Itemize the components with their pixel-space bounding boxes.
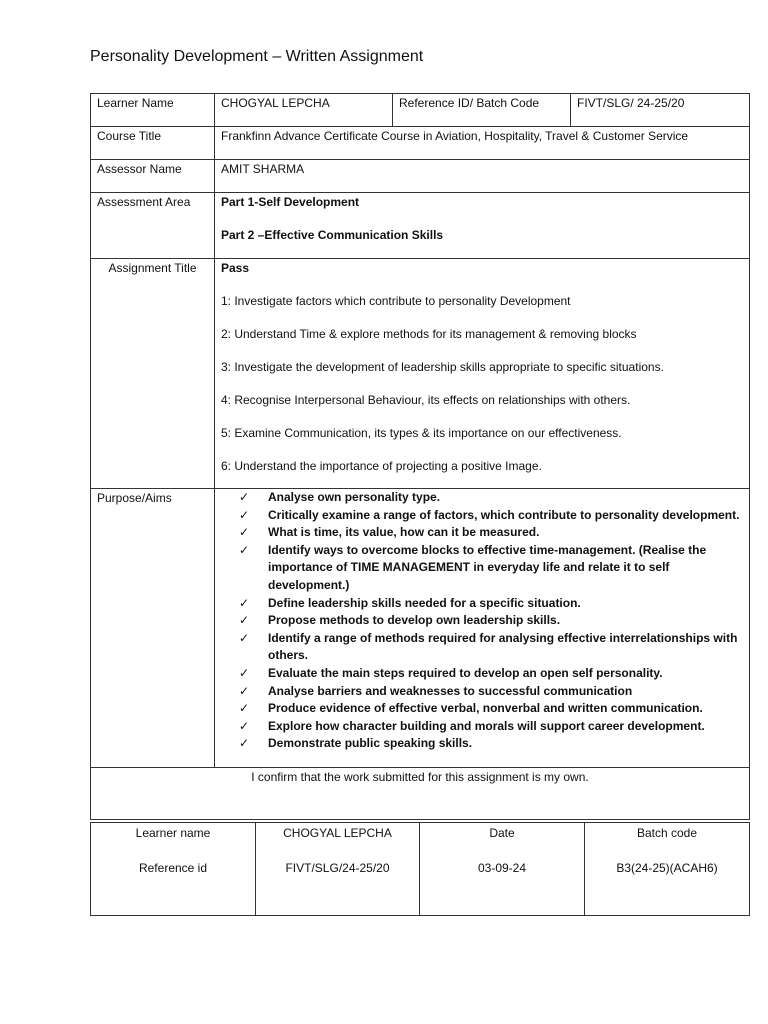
assignment-pass: Pass: [221, 261, 250, 275]
aim-text: Evaluate the main steps required to develop an open self personality.: [268, 665, 663, 680]
purpose-value: [215, 489, 750, 768]
aim-text: Analyse barriers and weaknesses to successful communication: [268, 683, 633, 698]
check-icon: ✓: [239, 613, 250, 628]
learner-name-label: Learner name: [135, 826, 211, 840]
check-icon: ✓: [239, 595, 250, 610]
aim-text: Explore how character building and morals will support career development.: [268, 718, 705, 733]
reference-label: Reference ID/ Batch Code: [393, 94, 571, 127]
aim-text: Demonstrate public speaking skills.: [268, 736, 473, 751]
aim-item: [239, 612, 743, 630]
assessor-label: Assessor Name: [91, 160, 215, 193]
aim-text: Identify a range of methods required for analysing effective interrelationships with others.: [268, 630, 738, 663]
date-label: Date: [489, 826, 515, 840]
assignment-title-label: Assignment Title: [91, 259, 215, 489]
check-icon: ✓: [239, 736, 250, 751]
date-cell: [420, 823, 585, 916]
aim-text: What is time, its value, how can it be measured.: [268, 525, 540, 540]
aim-item: [239, 630, 743, 665]
purpose-label: Purpose/Aims: [91, 489, 215, 768]
check-icon: ✓: [239, 525, 250, 540]
assessment-area-value: [215, 193, 750, 259]
signature-table: [90, 822, 750, 916]
confirmation-row: [91, 768, 750, 820]
aim-item: [239, 700, 743, 718]
assignment-title-row: [91, 259, 750, 489]
aims-list: [215, 489, 743, 753]
aim-text: Define leadership skills needed for a specific situation.: [268, 595, 581, 610]
area-part-2: Part 2 –Effective Communication Skills: [221, 228, 444, 242]
aim-text: Produce evidence of effective verbal, nonverbal and written communication.: [268, 701, 703, 716]
course-title-label: Course Title: [91, 127, 215, 160]
assignment-item: 4: Recognise Interpersonal Behaviour, its effects on relationships with others.: [221, 393, 631, 407]
signature-row: [91, 823, 750, 916]
aim-item: [239, 665, 743, 683]
reference-id-label: Reference id: [138, 861, 208, 875]
check-icon: ✓: [239, 542, 250, 557]
batch-code-cell: [585, 823, 750, 916]
course-title-value: Frankfinn Advance Certificate Course in Aviation, Hospitality, Travel & Customer Service: [215, 127, 750, 160]
aim-item: [239, 489, 743, 507]
value-cell: [256, 823, 420, 916]
learner-name-value: CHOGYAL LEPCHA: [283, 826, 392, 840]
batch-code-value: B3(24-25)(ACAH6): [616, 861, 718, 875]
learner-name-value: CHOGYAL LEPCHA: [215, 94, 393, 127]
label-cell: [91, 823, 256, 916]
check-icon: ✓: [239, 490, 250, 504]
check-icon: ✓: [239, 718, 250, 733]
assignment-item: 6: Understand the importance of projecting a positive Image.: [221, 459, 542, 473]
check-icon: ✓: [239, 665, 250, 680]
check-icon: ✓: [239, 683, 250, 698]
aim-item: [239, 595, 743, 613]
assignment-item: 3: Investigate the development of leadership skills appropriate to specific situations.: [221, 360, 664, 374]
date-value: 03-09-24: [477, 861, 527, 875]
assessment-area-label: Assessment Area: [91, 193, 215, 259]
assignment-item: 1: Investigate factors which contribute to personality Development: [221, 294, 571, 308]
aim-text: Propose methods to develop own leadership skills.: [268, 613, 561, 628]
aim-item: [239, 718, 743, 736]
aim-text: Critically examine a range of factors, which contribute to personality development.: [268, 507, 740, 522]
purpose-row: [91, 489, 750, 768]
assignment-info-table: [90, 93, 750, 820]
aim-item: [239, 683, 743, 701]
course-title-row: [91, 127, 750, 160]
aim-item: [239, 735, 743, 753]
aim-item: [239, 524, 743, 542]
assessor-row: [91, 160, 750, 193]
assignment-title-value: [215, 259, 750, 489]
learner-name-row: [91, 94, 750, 127]
reference-id-value: FIVT/SLG/24-25/20: [285, 861, 390, 875]
area-part-1: Part 1-Self Development: [221, 195, 360, 209]
assessor-value: AMIT SHARMA: [215, 160, 750, 193]
check-icon: ✓: [239, 507, 250, 522]
aim-item: [239, 542, 743, 595]
assignment-item: 2: Understand Time & explore methods for its management & removing blocks: [221, 327, 637, 341]
aim-text: Identify ways to overcome blocks to effective time-management. (Realise the importance of TIME MANAGEMENT in everyday life and relate it to self development.): [268, 542, 707, 592]
confirmation-text: I confirm that the work submitted for this assignment is my own.: [91, 768, 750, 820]
check-icon: ✓: [239, 701, 250, 716]
reference-value: FIVT/SLG/ 24-25/20: [571, 94, 750, 127]
batch-code-label: Batch code: [636, 826, 698, 840]
assessment-area-row: [91, 193, 750, 259]
check-icon: ✓: [239, 630, 250, 645]
aim-text: Analyse own personality type.: [268, 490, 441, 504]
assignment-item: 5: Examine Communication, its types & its importance on our effectiveness.: [221, 426, 622, 440]
aim-item: [239, 507, 743, 525]
page-title: Personality Development – Written Assignment: [90, 48, 424, 65]
learner-name-label: Learner Name: [91, 94, 215, 127]
